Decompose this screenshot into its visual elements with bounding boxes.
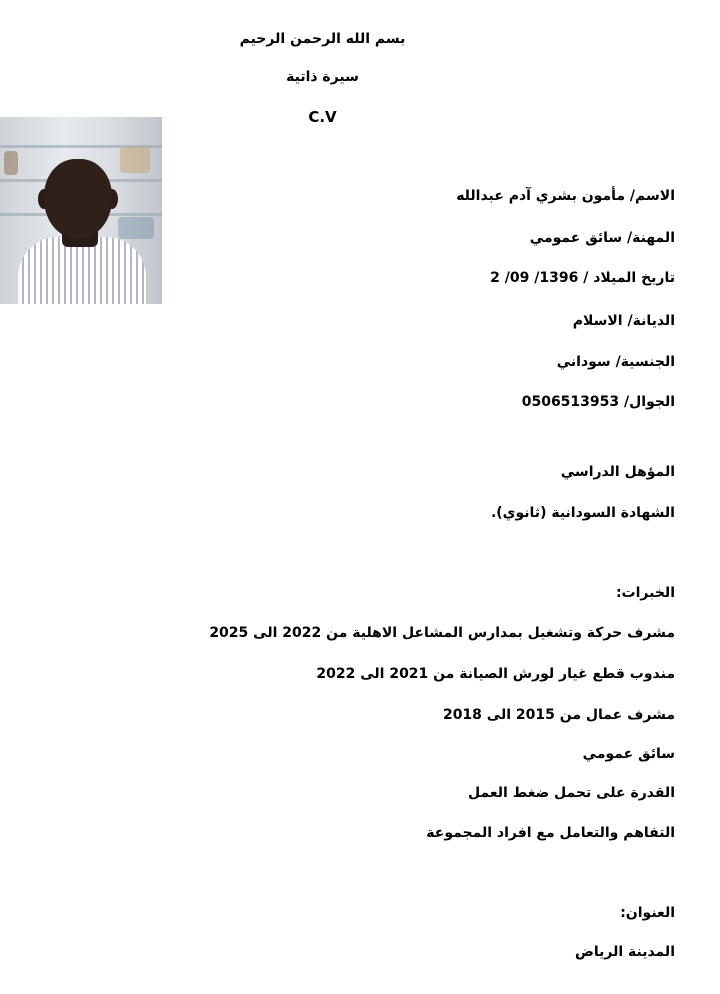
experience-item: مشرف حركة وتشغيل بمدارس المشاعل الاهلية من 2022 الى 2025: [209, 625, 675, 641]
experience-heading: الخبرات:: [615, 585, 675, 601]
religion-line: الديانة/ الاسلام: [572, 313, 675, 329]
document-title-arabic: سيرة ذاتية: [286, 69, 359, 85]
profession-line: المهنة/ سائق عمومي: [529, 230, 675, 246]
mobile-line: الجوال/ 0506513953: [521, 394, 675, 410]
nationality-line: الجنسية/ سوداني: [556, 354, 675, 370]
basmala: بسم الله الرحمن الرحيم: [239, 31, 406, 47]
experience-item: التفاهم والتعامل مع افراد المجموعة: [426, 825, 675, 841]
name-line: الاسم/ مأمون بشري آدم عبدالله: [456, 188, 675, 204]
experience-item: سائق عمومي: [582, 746, 675, 762]
education-heading: المؤهل الدراسي: [560, 464, 675, 480]
education-item: الشهادة السودانية (ثانوي).: [490, 505, 675, 521]
address-city: المدينة الرياض: [575, 944, 675, 960]
experience-item: مندوب قطع غيار لورش الصيانة من 2021 الى 2022: [316, 666, 675, 682]
experience-item: القدرة على تحمل ضغط العمل: [468, 785, 675, 801]
experience-item: مشرف عمال من 2015 الى 2018: [442, 707, 675, 723]
document-title-english: C.V: [308, 108, 337, 126]
address-heading: العنوان:: [620, 905, 675, 921]
profile-photo: [0, 117, 162, 304]
birth-date-line: تاريخ الميلاد / 1396/ 09/ 2: [490, 270, 675, 286]
